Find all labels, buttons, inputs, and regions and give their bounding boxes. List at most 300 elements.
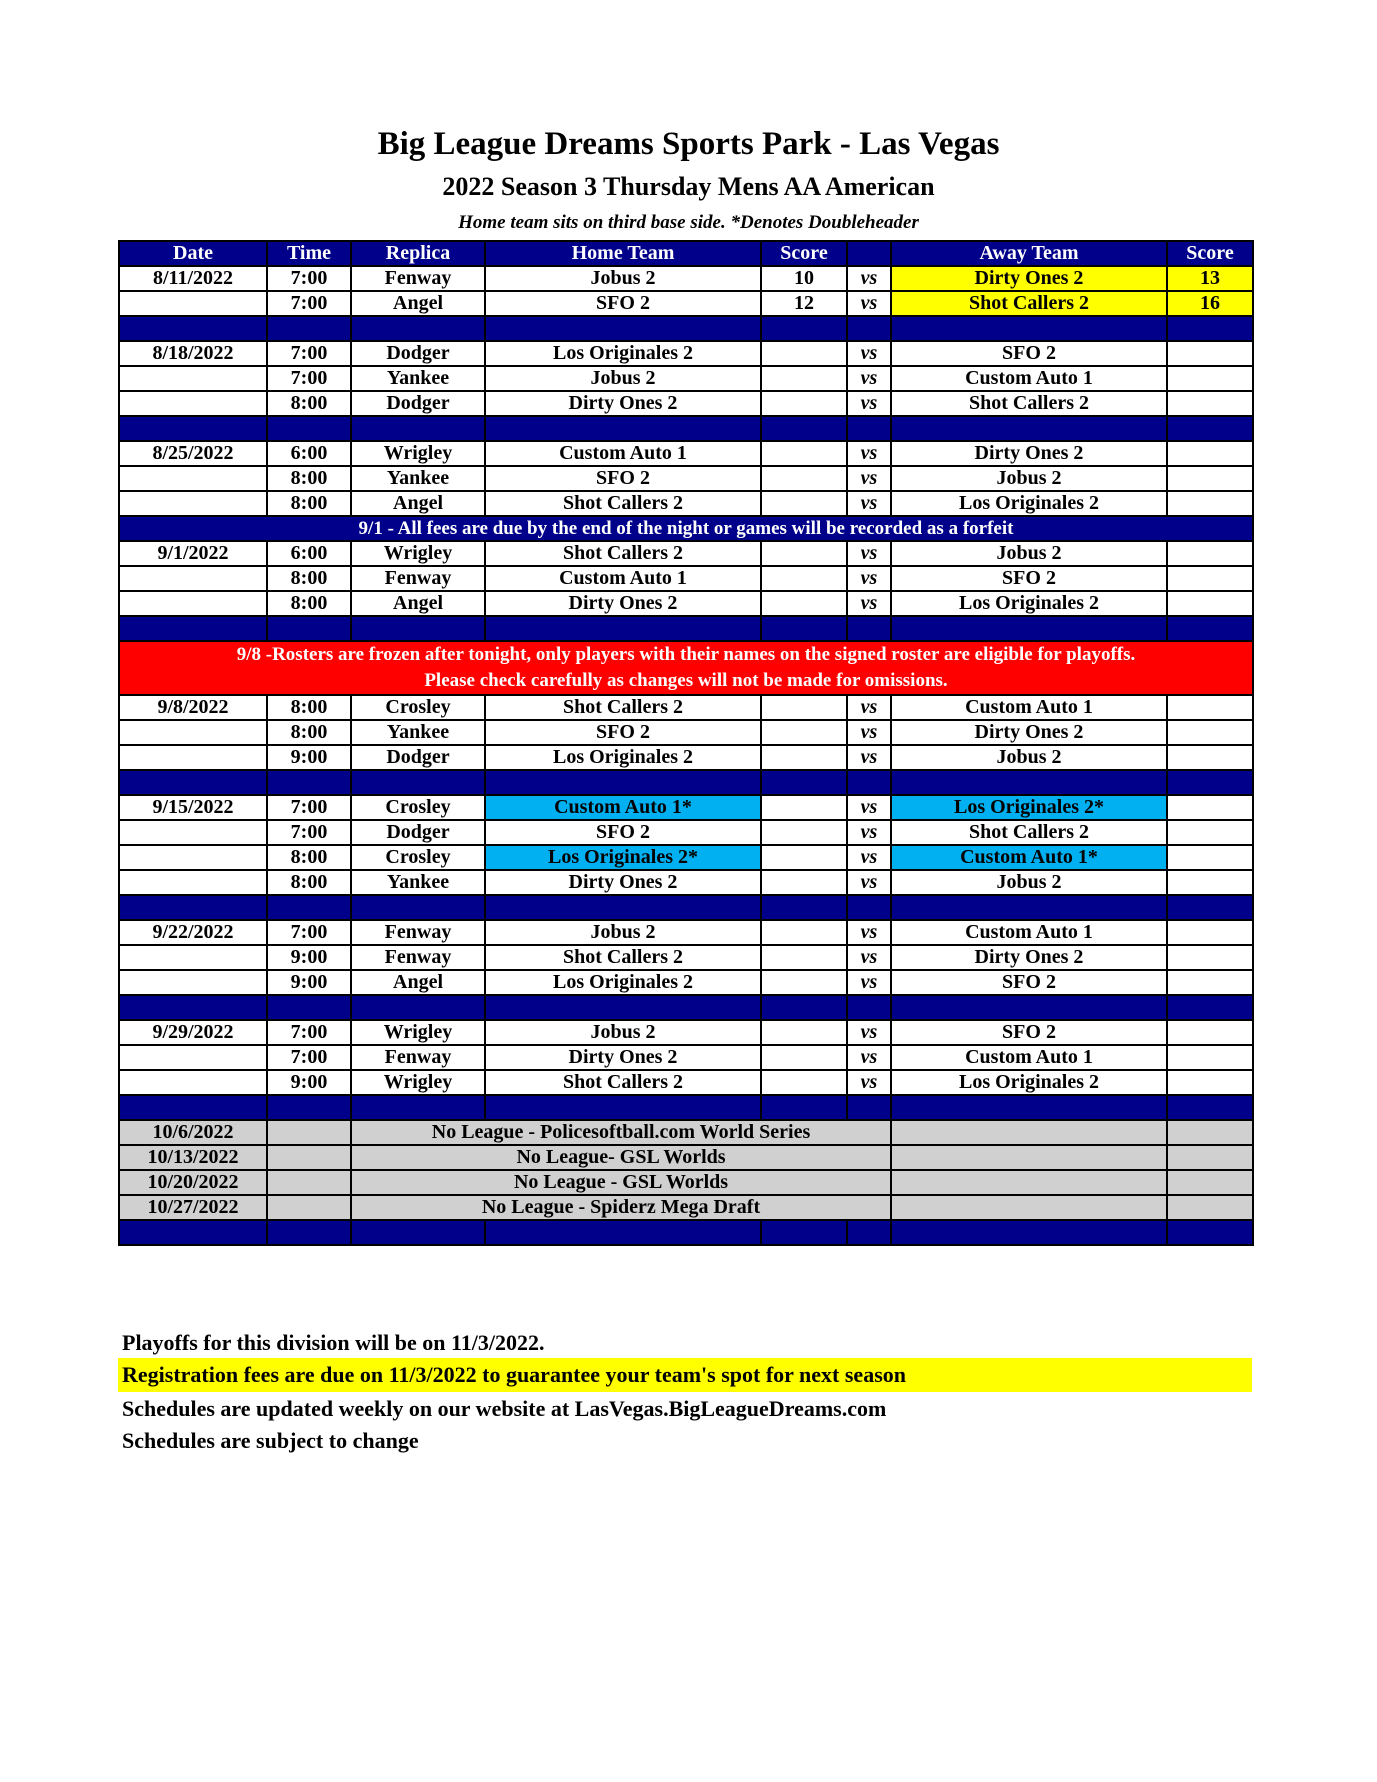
date-cell: 10/13/2022 xyxy=(119,1145,267,1170)
replica-cell: Fenway xyxy=(351,566,485,591)
replica-cell: Crosley xyxy=(351,695,485,720)
separator-cell xyxy=(119,1220,267,1245)
vs-cell: vs xyxy=(847,441,891,466)
home-score-cell xyxy=(761,720,847,745)
separator-cell xyxy=(351,895,485,920)
separator-cell xyxy=(761,616,847,641)
replica-cell: Angel xyxy=(351,970,485,995)
away-score-cell: 13 xyxy=(1167,266,1253,291)
separator-cell xyxy=(267,895,351,920)
home-score-cell xyxy=(761,820,847,845)
replica-cell: Crosley xyxy=(351,845,485,870)
away-score-cell xyxy=(1167,695,1253,720)
time-cell: 8:00 xyxy=(267,695,351,720)
time-cell: 8:00 xyxy=(267,591,351,616)
replica-cell: Yankee xyxy=(351,870,485,895)
separator-cell xyxy=(891,416,1167,441)
home-team-cell: SFO 2 xyxy=(485,291,761,316)
away-score-cell xyxy=(1167,566,1253,591)
separator-row xyxy=(119,1220,1253,1245)
away-score-cell xyxy=(1167,341,1253,366)
replica-cell: Yankee xyxy=(351,720,485,745)
away-team-cell: Dirty Ones 2 xyxy=(891,720,1167,745)
no-league-text: No League - GSL Worlds xyxy=(351,1170,891,1195)
home-score-cell xyxy=(761,591,847,616)
replica-cell: Dodger xyxy=(351,745,485,770)
time-cell: 7:00 xyxy=(267,1045,351,1070)
away-team-cell: Shot Callers 2 xyxy=(891,291,1167,316)
time-cell: 8:00 xyxy=(267,870,351,895)
away-team-cell: Jobus 2 xyxy=(891,541,1167,566)
game-row xyxy=(119,1045,1253,1070)
game-row xyxy=(119,945,1253,970)
time-cell: 7:00 xyxy=(267,341,351,366)
separator-cell xyxy=(1167,1095,1253,1120)
separator-cell xyxy=(485,616,761,641)
replica-cell: Angel xyxy=(351,491,485,516)
separator-cell xyxy=(761,895,847,920)
separator-cell xyxy=(891,1095,1167,1120)
away-team-cell: SFO 2 xyxy=(891,970,1167,995)
vs-cell: vs xyxy=(847,491,891,516)
game-row xyxy=(119,970,1253,995)
separator-cell xyxy=(1167,1220,1253,1245)
date-cell xyxy=(119,391,267,416)
date-cell: 10/27/2022 xyxy=(119,1195,267,1220)
home-team-cell: Dirty Ones 2 xyxy=(485,391,761,416)
game-row xyxy=(119,391,1253,416)
replica-cell: Dodger xyxy=(351,820,485,845)
separator-cell xyxy=(267,995,351,1020)
time-cell: 7:00 xyxy=(267,920,351,945)
home-score-cell xyxy=(761,566,847,591)
separator-cell xyxy=(847,1095,891,1120)
home-score-cell xyxy=(761,845,847,870)
separator-cell xyxy=(847,1220,891,1245)
alert-line-2: Please check carefully as changes will not be made for omissions. xyxy=(424,670,948,691)
away-team-cell: Dirty Ones 2 xyxy=(891,441,1167,466)
separator-cell xyxy=(267,416,351,441)
empty-cell xyxy=(891,1195,1167,1220)
vs-cell: vs xyxy=(847,845,891,870)
date-cell: 9/22/2022 xyxy=(119,920,267,945)
empty-cell xyxy=(1167,1170,1253,1195)
date-cell: 9/1/2022 xyxy=(119,541,267,566)
away-team-cell: Dirty Ones 2 xyxy=(891,945,1167,970)
page-title: Big League Dreams Sports Park - Las Vegas xyxy=(377,126,1000,162)
away-team-cell: Custom Auto 1 xyxy=(891,695,1167,720)
date-cell xyxy=(119,291,267,316)
separator-cell xyxy=(1167,895,1253,920)
home-team-cell: Los Originales 2 xyxy=(485,970,761,995)
separator-cell xyxy=(761,316,847,341)
alert-cell xyxy=(119,641,1253,695)
game-row xyxy=(119,1070,1253,1095)
separator-cell xyxy=(1167,770,1253,795)
col-header-date: Date xyxy=(119,241,267,266)
date-cell xyxy=(119,845,267,870)
away-team-cell: Jobus 2 xyxy=(891,466,1167,491)
home-score-cell xyxy=(761,366,847,391)
time-cell: 6:00 xyxy=(267,541,351,566)
vs-cell: vs xyxy=(847,720,891,745)
separator-cell xyxy=(485,316,761,341)
separator-cell xyxy=(267,316,351,341)
replica-cell: Fenway xyxy=(351,920,485,945)
away-team-cell: SFO 2 xyxy=(891,341,1167,366)
home-score-cell xyxy=(761,491,847,516)
separator-cell xyxy=(351,316,485,341)
date-cell xyxy=(119,491,267,516)
time-cell: 6:00 xyxy=(267,441,351,466)
time-cell: 7:00 xyxy=(267,266,351,291)
separator-cell xyxy=(891,1220,1167,1245)
separator-cell xyxy=(1167,316,1253,341)
separator-row xyxy=(119,616,1253,641)
change-note: Schedules are subject to change xyxy=(122,1428,419,1453)
replica-cell: Angel xyxy=(351,591,485,616)
home-score-cell xyxy=(761,745,847,770)
game-row xyxy=(119,291,1253,316)
time-cell: 8:00 xyxy=(267,566,351,591)
replica-cell: Wrigley xyxy=(351,1070,485,1095)
home-team-cell: Jobus 2 xyxy=(485,266,761,291)
home-team-cell: Custom Auto 1 xyxy=(485,566,761,591)
separator-cell xyxy=(119,995,267,1020)
away-score-cell: 16 xyxy=(1167,291,1253,316)
vs-cell: vs xyxy=(847,945,891,970)
notice-text: 9/1 - All fees are due by the end of the night or games will be recorded as a forfeit xyxy=(119,516,1253,541)
separator-cell xyxy=(119,316,267,341)
game-row xyxy=(119,466,1253,491)
away-score-cell xyxy=(1167,366,1253,391)
time-cell: 7:00 xyxy=(267,820,351,845)
vs-cell: vs xyxy=(847,820,891,845)
schedule-table xyxy=(118,240,1254,1246)
date-cell xyxy=(119,745,267,770)
empty-cell xyxy=(267,1170,351,1195)
vs-cell: vs xyxy=(847,466,891,491)
col-header-away-team: Away Team xyxy=(891,241,1167,266)
away-team-cell: Jobus 2 xyxy=(891,870,1167,895)
date-cell xyxy=(119,1045,267,1070)
home-score-cell xyxy=(761,1070,847,1095)
game-row xyxy=(119,820,1253,845)
separator-cell xyxy=(119,616,267,641)
vs-cell: vs xyxy=(847,970,891,995)
separator-cell xyxy=(351,1220,485,1245)
game-row xyxy=(119,920,1253,945)
time-cell: 7:00 xyxy=(267,795,351,820)
separator-row xyxy=(119,995,1253,1020)
replica-cell: Dodger xyxy=(351,341,485,366)
away-score-cell xyxy=(1167,491,1253,516)
home-score-cell xyxy=(761,341,847,366)
home-score-cell xyxy=(761,695,847,720)
date-cell xyxy=(119,566,267,591)
time-cell: 7:00 xyxy=(267,1020,351,1045)
table-header-row xyxy=(119,241,1253,266)
away-score-cell xyxy=(1167,920,1253,945)
away-score-cell xyxy=(1167,970,1253,995)
home-team-cell: Custom Auto 1 xyxy=(485,441,761,466)
away-team-cell: Dirty Ones 2 xyxy=(891,266,1167,291)
date-cell xyxy=(119,945,267,970)
separator-cell xyxy=(485,1095,761,1120)
away-score-cell xyxy=(1167,720,1253,745)
separator-cell xyxy=(761,416,847,441)
home-team-cell: Dirty Ones 2 xyxy=(485,1045,761,1070)
home-score-cell xyxy=(761,1020,847,1045)
separator-cell xyxy=(351,416,485,441)
separator-cell xyxy=(119,895,267,920)
game-row xyxy=(119,491,1253,516)
separator-cell xyxy=(485,895,761,920)
separator-cell xyxy=(847,616,891,641)
away-team-cell: Custom Auto 1* xyxy=(891,845,1167,870)
empty-cell xyxy=(891,1145,1167,1170)
vs-cell: vs xyxy=(847,266,891,291)
time-cell: 8:00 xyxy=(267,491,351,516)
empty-cell xyxy=(267,1120,351,1145)
col-header-time: Time xyxy=(267,241,351,266)
home-team-cell: SFO 2 xyxy=(485,820,761,845)
separator-cell xyxy=(1167,616,1253,641)
date-cell xyxy=(119,870,267,895)
alert-row xyxy=(119,641,1253,695)
game-row xyxy=(119,870,1253,895)
away-score-cell xyxy=(1167,745,1253,770)
time-cell: 8:00 xyxy=(267,391,351,416)
home-score-cell xyxy=(761,391,847,416)
no-league-text: No League- GSL Worlds xyxy=(351,1145,891,1170)
home-team-cell: Custom Auto 1* xyxy=(485,795,761,820)
date-cell xyxy=(119,466,267,491)
separator-cell xyxy=(485,1220,761,1245)
alert-line-1: 9/8 -Rosters are frozen after tonight, only players with their names on the signed roster are eligible for playoffs. xyxy=(236,644,1136,665)
separator-cell xyxy=(891,895,1167,920)
away-team-cell: Shot Callers 2 xyxy=(891,391,1167,416)
replica-cell: Wrigley xyxy=(351,1020,485,1045)
away-team-cell: SFO 2 xyxy=(891,566,1167,591)
time-cell: 9:00 xyxy=(267,1070,351,1095)
registration-note: Registration fees are due on 11/3/2022 to guarantee your team's spot for next season xyxy=(118,1358,1252,1392)
col-header-replica: Replica xyxy=(351,241,485,266)
home-score-cell xyxy=(761,1045,847,1070)
away-team-cell: Jobus 2 xyxy=(891,745,1167,770)
home-team-cell: Dirty Ones 2 xyxy=(485,591,761,616)
separator-cell xyxy=(119,1095,267,1120)
separator-cell xyxy=(351,1095,485,1120)
no-league-row xyxy=(119,1145,1253,1170)
separator-row xyxy=(119,316,1253,341)
date-cell: 8/11/2022 xyxy=(119,266,267,291)
time-cell: 7:00 xyxy=(267,291,351,316)
replica-cell: Dodger xyxy=(351,391,485,416)
time-cell: 9:00 xyxy=(267,945,351,970)
vs-cell: vs xyxy=(847,1045,891,1070)
home-score-cell: 10 xyxy=(761,266,847,291)
game-row xyxy=(119,341,1253,366)
date-cell: 8/18/2022 xyxy=(119,341,267,366)
game-row xyxy=(119,591,1253,616)
separator-cell xyxy=(267,770,351,795)
empty-cell xyxy=(891,1170,1167,1195)
home-team-cell: Jobus 2 xyxy=(485,366,761,391)
game-row xyxy=(119,845,1253,870)
away-score-cell xyxy=(1167,591,1253,616)
separator-cell xyxy=(351,616,485,641)
home-team-cell: Shot Callers 2 xyxy=(485,945,761,970)
away-score-cell xyxy=(1167,391,1253,416)
separator-cell xyxy=(351,995,485,1020)
date-cell: 8/25/2022 xyxy=(119,441,267,466)
away-team-cell: SFO 2 xyxy=(891,1020,1167,1045)
no-league-row xyxy=(119,1170,1253,1195)
date-cell: 10/20/2022 xyxy=(119,1170,267,1195)
separator-row xyxy=(119,770,1253,795)
home-score-cell xyxy=(761,970,847,995)
replica-cell: Yankee xyxy=(351,366,485,391)
vs-cell: vs xyxy=(847,745,891,770)
away-team-cell: Los Originales 2* xyxy=(891,795,1167,820)
vs-cell: vs xyxy=(847,695,891,720)
separator-cell xyxy=(267,616,351,641)
date-cell: 9/8/2022 xyxy=(119,695,267,720)
separator-cell xyxy=(1167,995,1253,1020)
replica-cell: Wrigley xyxy=(351,541,485,566)
home-team-cell: Shot Callers 2 xyxy=(485,491,761,516)
vs-cell: vs xyxy=(847,870,891,895)
no-league-row xyxy=(119,1195,1253,1220)
away-score-cell xyxy=(1167,820,1253,845)
separator-cell xyxy=(891,316,1167,341)
home-team-cell: SFO 2 xyxy=(485,720,761,745)
separator-cell xyxy=(351,770,485,795)
replica-cell: Angel xyxy=(351,291,485,316)
game-row xyxy=(119,566,1253,591)
home-score-cell xyxy=(761,466,847,491)
separator-cell xyxy=(891,616,1167,641)
away-team-cell: Custom Auto 1 xyxy=(891,920,1167,945)
no-league-text: No League - Policesoftball.com World Series xyxy=(351,1120,891,1145)
separator-cell xyxy=(267,1220,351,1245)
game-row xyxy=(119,441,1253,466)
vs-cell: vs xyxy=(847,341,891,366)
home-score-cell xyxy=(761,541,847,566)
replica-cell: Wrigley xyxy=(351,441,485,466)
separator-cell xyxy=(847,316,891,341)
home-score-cell xyxy=(761,945,847,970)
no-league-row xyxy=(119,1120,1253,1145)
no-league-text: No League - Spiderz Mega Draft xyxy=(351,1195,891,1220)
date-cell xyxy=(119,366,267,391)
home-score-cell xyxy=(761,795,847,820)
empty-cell xyxy=(1167,1120,1253,1145)
vs-cell: vs xyxy=(847,591,891,616)
game-row xyxy=(119,541,1253,566)
separator-cell xyxy=(119,770,267,795)
col-header-home-score: Score xyxy=(761,241,847,266)
away-score-cell xyxy=(1167,441,1253,466)
separator-cell xyxy=(847,416,891,441)
away-team-cell: Shot Callers 2 xyxy=(891,820,1167,845)
empty-cell xyxy=(891,1120,1167,1145)
away-team-cell: Los Originales 2 xyxy=(891,591,1167,616)
time-cell: 8:00 xyxy=(267,720,351,745)
home-score-cell xyxy=(761,920,847,945)
replica-cell: Yankee xyxy=(351,466,485,491)
date-cell: 9/15/2022 xyxy=(119,795,267,820)
separator-row xyxy=(119,416,1253,441)
replica-cell: Fenway xyxy=(351,1045,485,1070)
away-team-cell: Custom Auto 1 xyxy=(891,366,1167,391)
vs-cell: vs xyxy=(847,391,891,416)
home-team-cell: Los Originales 2 xyxy=(485,745,761,770)
home-team-cell: SFO 2 xyxy=(485,466,761,491)
separator-cell xyxy=(485,995,761,1020)
time-cell: 7:00 xyxy=(267,366,351,391)
time-cell: 9:00 xyxy=(267,745,351,770)
away-score-cell xyxy=(1167,795,1253,820)
separator-cell xyxy=(847,995,891,1020)
separator-row xyxy=(119,895,1253,920)
vs-cell: vs xyxy=(847,1070,891,1095)
away-team-cell: Los Originales 2 xyxy=(891,491,1167,516)
vs-cell: vs xyxy=(847,566,891,591)
replica-cell: Fenway xyxy=(351,266,485,291)
separator-cell xyxy=(891,770,1167,795)
away-team-cell: Custom Auto 1 xyxy=(891,1045,1167,1070)
home-team-cell: Jobus 2 xyxy=(485,920,761,945)
time-cell: 8:00 xyxy=(267,466,351,491)
col-header-vs xyxy=(847,241,891,266)
away-score-cell xyxy=(1167,945,1253,970)
game-row xyxy=(119,366,1253,391)
away-score-cell xyxy=(1167,1045,1253,1070)
separator-cell xyxy=(891,995,1167,1020)
replica-cell: Crosley xyxy=(351,795,485,820)
away-score-cell xyxy=(1167,1020,1253,1045)
notice-row xyxy=(119,516,1253,541)
separator-row xyxy=(119,1095,1253,1120)
home-team-cell: Shot Callers 2 xyxy=(485,695,761,720)
empty-cell xyxy=(267,1195,351,1220)
away-score-cell xyxy=(1167,870,1253,895)
separator-cell xyxy=(847,770,891,795)
replica-cell: Fenway xyxy=(351,945,485,970)
date-cell xyxy=(119,591,267,616)
away-score-cell xyxy=(1167,541,1253,566)
separator-cell xyxy=(267,1095,351,1120)
separator-cell xyxy=(485,416,761,441)
empty-cell xyxy=(1167,1145,1253,1170)
away-score-cell xyxy=(1167,845,1253,870)
game-row xyxy=(119,1020,1253,1045)
game-row xyxy=(119,266,1253,291)
home-team-cell: Shot Callers 2 xyxy=(485,1070,761,1095)
col-header-away-score: Score xyxy=(1167,241,1253,266)
vs-cell: vs xyxy=(847,541,891,566)
schedule-body xyxy=(119,266,1253,1245)
separator-cell xyxy=(485,770,761,795)
date-cell: 10/6/2022 xyxy=(119,1120,267,1145)
page-subtitle: 2022 Season 3 Thursday Mens AA American xyxy=(442,172,935,201)
game-row xyxy=(119,695,1253,720)
away-score-cell xyxy=(1167,1070,1253,1095)
separator-cell xyxy=(761,770,847,795)
vs-cell: vs xyxy=(847,795,891,820)
